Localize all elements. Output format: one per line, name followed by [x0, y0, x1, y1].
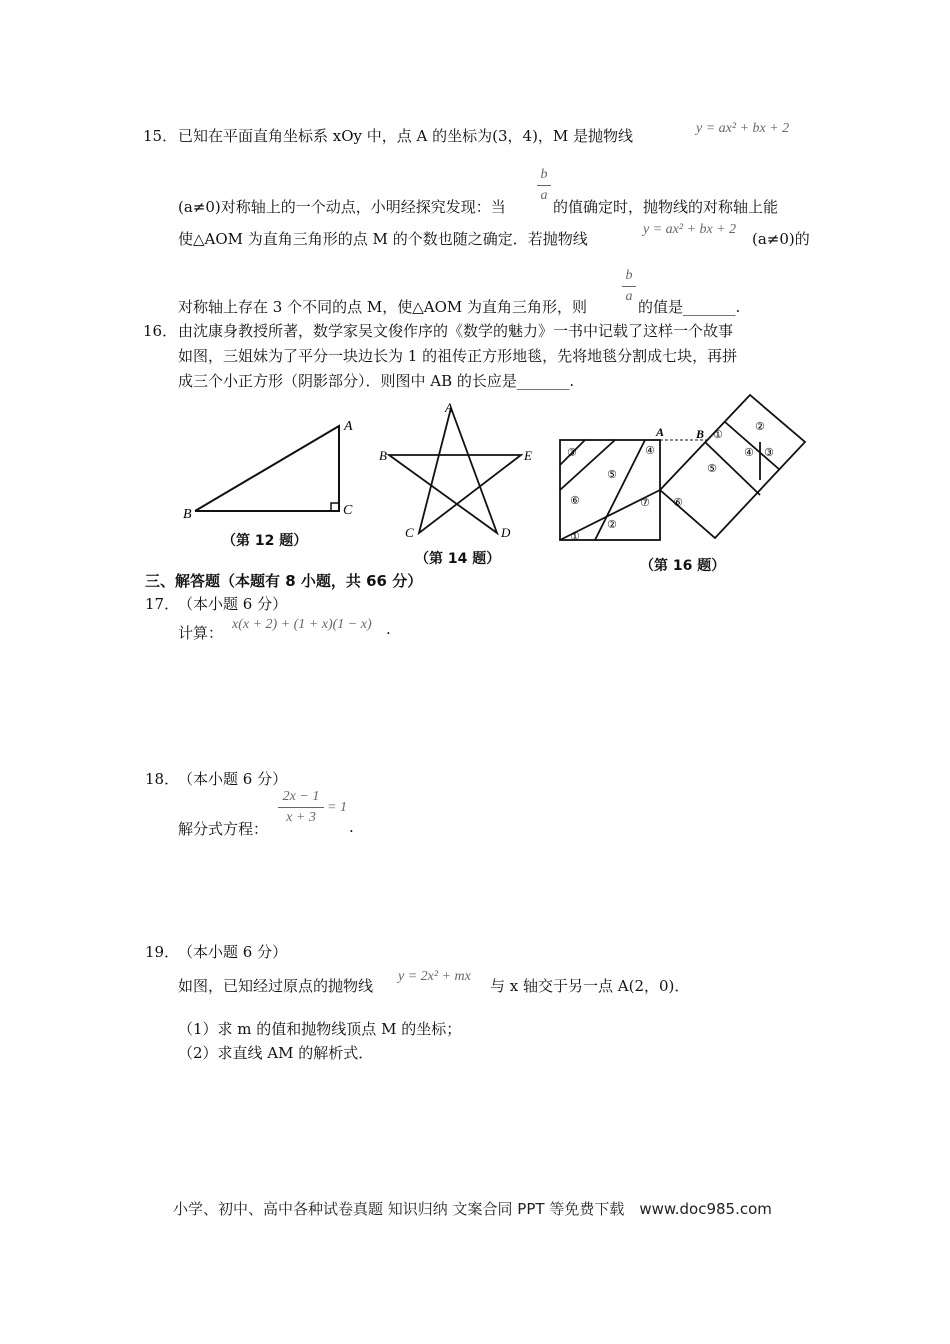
- piece-label: ⑥: [673, 496, 683, 509]
- q15-number: 15．: [143, 127, 178, 145]
- fraction-denominator: x + 3: [286, 810, 316, 825]
- piece-label: ①: [713, 428, 723, 441]
- triangle-outline: [195, 426, 339, 511]
- fraction-numerator: 2x − 1: [282, 789, 320, 804]
- q15-fraction-2: [622, 268, 636, 305]
- q15-formula-1: y = ax² + bx + 2: [696, 121, 790, 136]
- q16-line3: 成三个小正方形（阴影部分）．则图中 AB 的长应是_______.: [178, 372, 575, 390]
- q15-formula-2: y = ax² + bx + 2: [643, 222, 737, 237]
- q17-number: 17．: [145, 595, 180, 613]
- piece-label: ④: [645, 444, 655, 457]
- figure-16-caption: （第 16 题）: [640, 558, 726, 574]
- q15-line4a: 对称轴上存在 3 个不同的点 M，使△AOM 为直角三角形，则: [178, 298, 588, 316]
- q17-end: .: [386, 620, 391, 638]
- fraction-bar: [537, 185, 551, 186]
- piece-label: ③: [567, 446, 577, 459]
- q15-fraction-1: [537, 167, 551, 204]
- q16-line1: 由沈康身教授所著，数学家吴文俊作序的《数学的魅力》一书中记载了这样一个故事: [178, 322, 734, 340]
- figure-12-caption: （第 12 题）: [222, 533, 308, 549]
- piece-label: ⑦: [640, 496, 650, 509]
- right-angle-mark: [331, 503, 339, 511]
- q19-intro-b: 与 x 轴交于另一点 A(2，0)．: [490, 977, 690, 995]
- fraction-bar: [622, 286, 636, 287]
- figure-16: [555, 390, 810, 550]
- q18-end: .: [349, 818, 354, 836]
- label-b: B: [183, 507, 192, 522]
- piece-label: ⑤: [707, 462, 717, 475]
- label-a: A: [445, 400, 453, 415]
- label-e: E: [524, 448, 532, 463]
- label-c: C: [405, 525, 414, 540]
- q15-line4b: 的值是_______.: [638, 298, 741, 316]
- q18-score: （本小题 6 分）: [178, 770, 288, 788]
- rotated-strip: [660, 395, 805, 538]
- fraction-denominator: a: [540, 188, 548, 203]
- piece-label: ②: [607, 518, 617, 531]
- fraction-denominator: a: [625, 289, 633, 304]
- q17-expression: x(x + 2) + (1 + x)(1 − x): [232, 617, 372, 632]
- piece-label: ③: [764, 446, 774, 459]
- q18-number: 18．: [145, 770, 180, 788]
- q18-rhs: = 1: [327, 800, 347, 815]
- label-a: A: [344, 419, 353, 434]
- q15-line2a: (a≠0)对称轴上的一个动点，小明经探究发现：当: [178, 198, 506, 216]
- piece-label: ⑤: [607, 468, 617, 481]
- page-footer: 小学、初中、高中各种试卷真题 知识归纳 文案合同 PPT 等免费下载 www.doc985.com: [173, 1200, 772, 1218]
- fraction-numerator: b: [540, 167, 548, 182]
- star-outline: [389, 408, 521, 533]
- label-b: B: [696, 427, 705, 441]
- q15-line1: 已知在平面直角坐标系 xOy 中，点 A 的坐标为(3，4)，M 是抛物线: [178, 127, 634, 145]
- label-c: C: [343, 503, 353, 518]
- q19-intro-a: 如图，已知经过原点的抛物线: [178, 977, 374, 995]
- q15-line3b: (a≠0)的: [752, 230, 810, 248]
- q17-prompt: 计算：: [178, 624, 224, 642]
- figure-14-caption: （第 14 题）: [415, 551, 501, 567]
- piece-label: ②: [755, 420, 765, 433]
- q18-prompt: 解分式方程：: [178, 820, 269, 838]
- q19-part2: （2）求直线 AM 的解析式．: [178, 1044, 374, 1062]
- q16-number: 16．: [143, 322, 178, 340]
- fraction-bar: [278, 807, 324, 808]
- label-b: B: [379, 448, 387, 463]
- q19-formula: y = 2x² + mx: [398, 969, 471, 984]
- q15-line3a: 使△AOM 为直角三角形的点 M 的个数也随之确定．若抛物线: [178, 230, 588, 248]
- piece-label: ④: [744, 446, 754, 459]
- label-d: D: [501, 525, 511, 540]
- piece-label: ⑥: [570, 494, 580, 507]
- q17-score: （本小题 6 分）: [178, 595, 288, 613]
- q18-fraction: [278, 789, 324, 826]
- q19-score: （本小题 6 分）: [178, 943, 288, 961]
- q19-part1: （1）求 m 的值和抛物线顶点 M 的坐标；: [178, 1020, 462, 1038]
- cut-line: [595, 440, 645, 540]
- label-a: A: [656, 425, 665, 439]
- fraction-numerator: b: [625, 268, 633, 283]
- q16-line2: 如图，三姐妹为了平分一块边长为 1 的祖传正方形地毯，先将地毯分割成七块，再拼: [178, 347, 738, 365]
- figure-12: [175, 410, 365, 530]
- q19-number: 19．: [145, 943, 180, 961]
- q15-line2b: 的值确定时，抛物线的对称轴上能: [553, 198, 779, 216]
- section-heading: 三、解答题（本题有 8 小题，共 66 分）: [145, 572, 423, 590]
- figure-14: [375, 400, 545, 550]
- piece-label: ①: [570, 530, 580, 543]
